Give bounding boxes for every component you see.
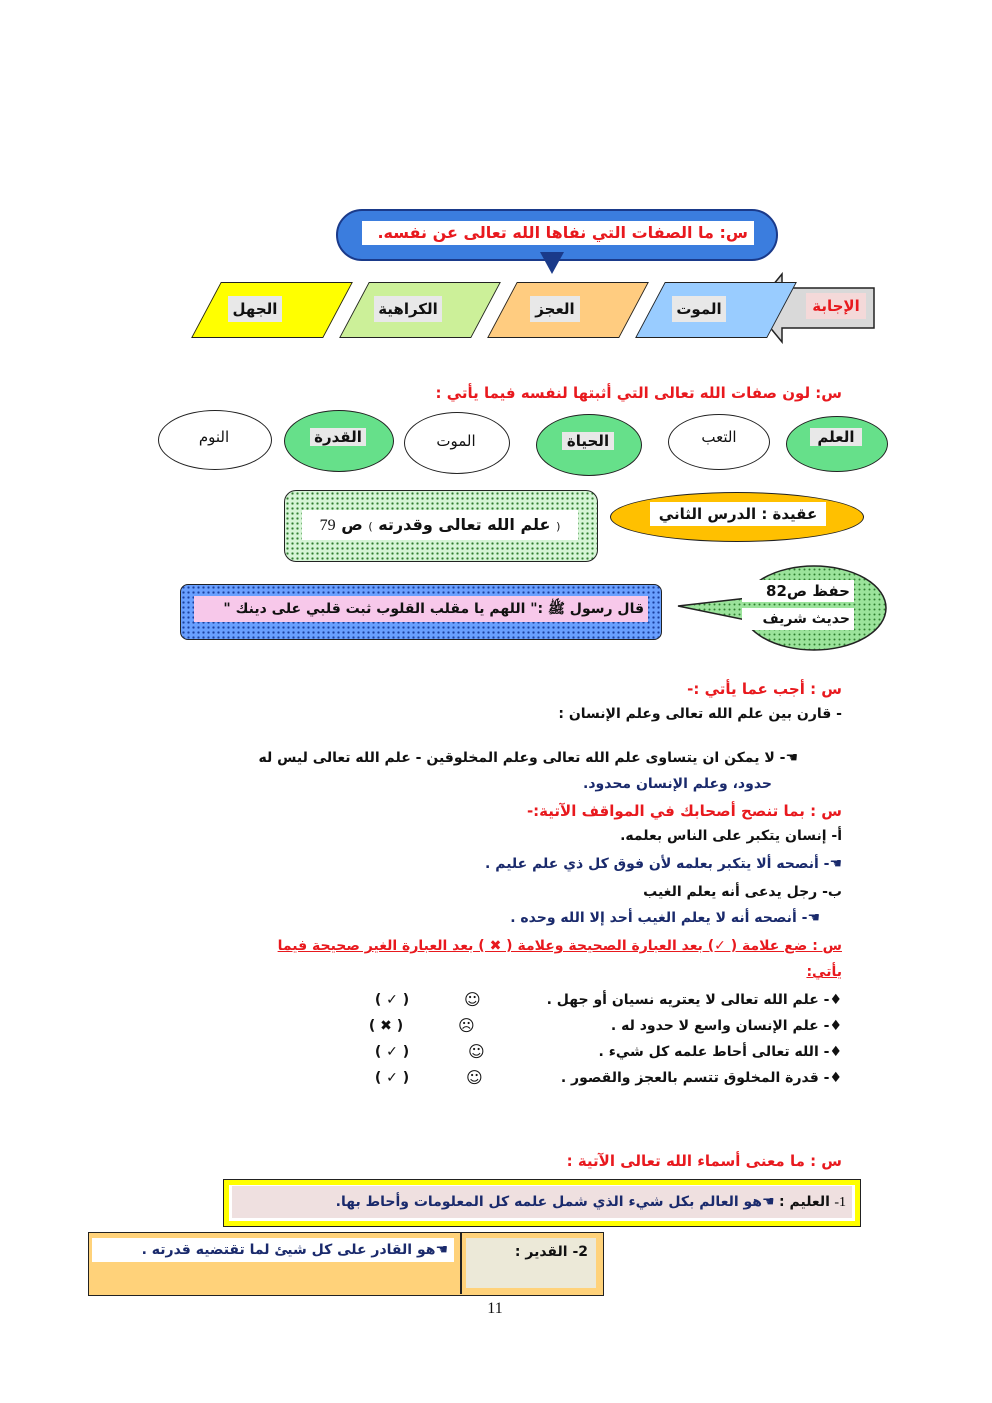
tf-mark-3: ( ✓ ) xyxy=(374,1044,410,1060)
oval-knowledge-label: العلم xyxy=(810,428,862,446)
pointer-hand-icon: ☚ xyxy=(807,910,820,926)
question-5-text-line-2: يأتي: xyxy=(806,964,842,980)
tf-mark-1: ( ✓ ) xyxy=(374,992,410,1008)
question-6-text: س : ما معنى أسماء الله تعالى الآتية : xyxy=(566,1152,842,1170)
tf-mark-4: ( ✓ ) xyxy=(374,1070,410,1086)
page-number: 11 xyxy=(487,1300,503,1317)
bubble-tail xyxy=(540,252,564,274)
bullet-diamond-icon: ♦ xyxy=(829,992,842,1008)
tf-item-1 xyxy=(520,992,842,1014)
question-4-b-answer-text: - أنصحه أنه لا يعلم الغيب أحد إلا الله وحده . xyxy=(510,910,808,926)
question-4-b-answer xyxy=(420,910,820,932)
lesson-page-label: ص xyxy=(341,515,363,534)
frown-face-icon: ☹ xyxy=(458,1016,475,1035)
oval-sleep-label: النوم xyxy=(198,428,230,446)
lesson-title: علم الله تعالى وقدرته xyxy=(378,515,551,534)
shape-dislike-label: الكراهية xyxy=(374,296,442,322)
name-1-definition: هو العالم بكل شيء الذي شمل علمه كل المعلومات وأحاط بها. xyxy=(335,1194,763,1210)
question-2-text: س: لون صفات الله تعالى التي أثبتها لنفسه فيما يأتي : xyxy=(435,384,842,402)
bullet-diamond-icon: ♦ xyxy=(829,1070,842,1086)
name-2-label: 2- القدير : xyxy=(466,1238,596,1288)
question-4-b: ب- رجل يدعى أنه يعلم الغيب xyxy=(643,884,842,900)
lesson-page-number: 79 xyxy=(319,517,336,534)
lesson-tag: عقيدة : الدرس الثاني xyxy=(650,502,826,526)
smiley-face-icon: ☺ xyxy=(466,1068,483,1087)
tf-item-2-text: - علم الإنسان واسع لا حدود له . xyxy=(610,1018,830,1034)
smiley-face-icon: ☺ xyxy=(468,1042,485,1061)
name-2-definition-row xyxy=(92,1238,454,1262)
tf-item-3-text: - الله تعالى أحاط علمه كل شيء . xyxy=(598,1044,830,1060)
hadith-text: قال رسول ﷺ :" اللهم يا مقلب القلوب ثبت قلبي على دينك " xyxy=(194,596,648,622)
lesson-title-open: ( xyxy=(556,520,561,533)
pointer-hand-icon: ☚ xyxy=(829,856,842,872)
pointer-hand-icon: ☚ xyxy=(762,1194,775,1210)
tf-item-3 xyxy=(560,1044,842,1066)
question-4-a-answer-text: - أنصحه ألا يتكبر بعلمه لأن فوق كل ذي علم عليم . xyxy=(485,856,830,872)
question-3-answer-text-1: - لا يمكن ان يتساوى علم الله تعالى وعلم المخلوقين - علم الله تعالى ليس له xyxy=(258,750,786,766)
name-1-number: 1- xyxy=(834,1195,846,1210)
shape-death-label: الموت xyxy=(672,296,726,322)
question-3-answer-line-2: حدود، وعلم الإنسان محدود. xyxy=(583,776,772,792)
answer-label: الإجابة xyxy=(806,293,866,319)
lesson-title-close: ) xyxy=(368,520,373,533)
memo-line-1: حفظ ص82 xyxy=(742,580,854,602)
bullet-diamond-icon: ♦ xyxy=(829,1044,842,1060)
question-4-a-answer xyxy=(420,856,842,878)
shape-ignorance-label: الجهل xyxy=(228,296,282,322)
oval-fatigue-label: التعب xyxy=(701,428,737,446)
question-3-text: س : أجب عما يأتي :- xyxy=(687,680,842,698)
oval-power-label: القدرة xyxy=(310,428,366,446)
name-2-divider xyxy=(460,1232,462,1294)
name-2-definition: هو القادر على كل شيئ لما تقتضيه قدرته . xyxy=(141,1242,436,1258)
name-1-label: العليم : xyxy=(779,1194,830,1210)
tf-item-2 xyxy=(560,1018,842,1040)
pointer-hand-icon: ☚ xyxy=(785,750,798,766)
question-1-text: س: ما الصفات التي نفاها الله تعالى عن نفسه. xyxy=(362,221,754,245)
bullet-diamond-icon: ♦ xyxy=(829,1018,842,1034)
question-4-text: س : بما تنصح أصحابك في المواقف الآتية:- xyxy=(526,802,842,820)
tf-item-1-text: - علم الله تعالى لا يعتريه نسيان أو جهل . xyxy=(546,992,830,1008)
shape-inability-label: العجز xyxy=(530,296,580,322)
tf-mark-2: ( ✖ ) xyxy=(368,1018,404,1034)
question-3-answer-line-1 xyxy=(168,750,798,772)
memo-line-2: حديث شريف xyxy=(742,608,854,630)
tf-item-4 xyxy=(520,1070,842,1092)
lesson-title-line xyxy=(302,510,578,540)
smiley-face-icon: ☺ xyxy=(464,990,481,1009)
question-3-item: - قارن بين علم الله تعالى وعلم الإنسان : xyxy=(558,706,842,722)
pointer-hand-icon: ☚ xyxy=(435,1242,448,1258)
question-5-text-line-1: س : ضع علامة ( ✓) بعد العبارة الصحيحة وعلامة ( ✖ ) بعد العبارة الغير صحيحة فيما xyxy=(277,938,842,954)
question-4-a: أ- إنسان يتكبر على الناس بعلمه. xyxy=(620,828,842,844)
name-1-row xyxy=(232,1186,852,1218)
oval-death-label: الموت xyxy=(436,432,476,450)
oval-life-label: الحياة xyxy=(562,432,614,450)
tf-item-4-text: - قدرة المخلوق تتسم بالعجز والقصور . xyxy=(560,1070,830,1086)
